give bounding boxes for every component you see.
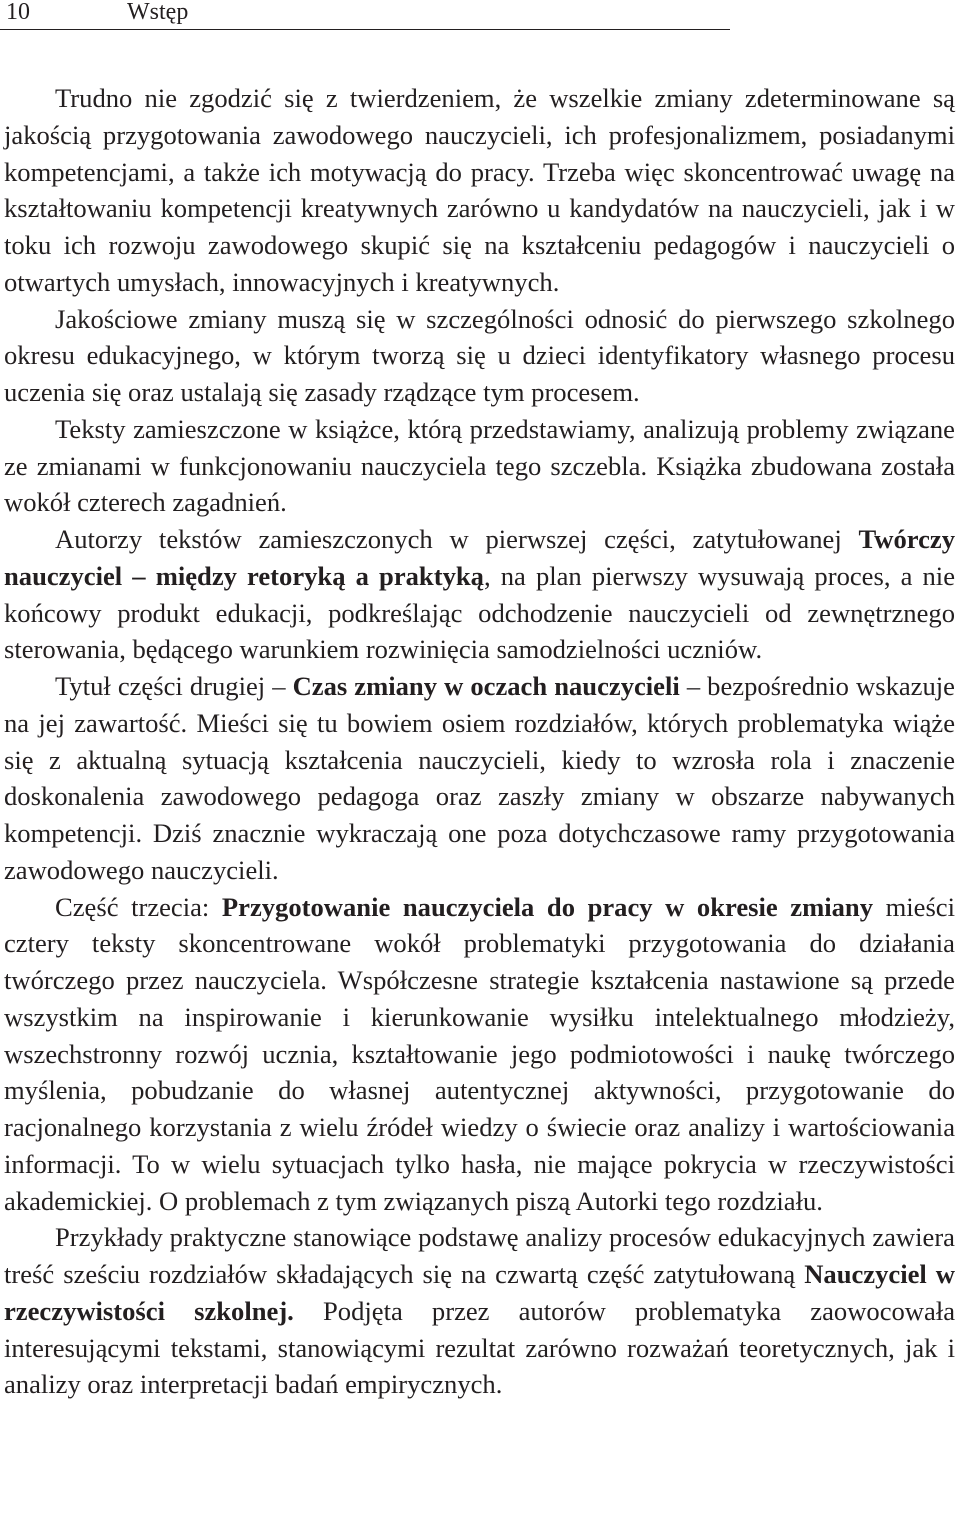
paragraph [4, 889, 955, 1220]
paragraph-text: Trudno nie zgodzić się z twierdzeniem, że wszelkie zmiany zdeterminowane są jakością przygotowania zawodowego nauczycieli, ich profesjonalizmem, posiadanymi kompetencjami, a także ich motywacją do pracy. Trzeba więc skoncentrować uwagę na kształtowaniu kompetencji kreatywnych zarówno u kandydatów na nauczycieli, jak i w toku ich rozwoju zawodowego skupić się na kształceniu pedagogów i nauczycieli o otwartych umysłach, innowacyjnych i kreatywnych. [4, 83, 955, 297]
paragraph [4, 521, 955, 668]
page-number: 10 [6, 0, 30, 25]
paragraph [4, 668, 955, 889]
paragraph-text: mieści cztery teksty skoncentrowane wokół problematyki przygotowania do działania twórczego przez nauczyciela. Współczesne strategie kształcenia nastawione są przede wszystkim na inspirowanie i kierunkowanie wysiłku intelektualnego młodzieży, wszechstronny rozwój ucznia, kształtowanie jego podmiotowości i naukę twórczego myślenia, pobudzanie do własnej autentycznej aktywności, przygotowanie do racjonalnego korzystania z wielu źródeł wiedzy o świecie oraz analizy i wartościowania informacji. To w wielu sytuacjach tylko hasła, nie mające pokrycia w rzeczywistości akademickiej. O problemach z tym związanych piszą Autorki tego rozdziału. [4, 891, 955, 1216]
paragraph [4, 411, 955, 521]
page-header [0, 0, 730, 30]
paragraph-text: Tytuł części drugiej – [55, 671, 293, 701]
paragraph-text: Teksty zamieszczone w książce, którą przedstawiamy, analizują problemy związane ze zmianami w funkcjonowaniu nauczyciela tego szczebla. Książka zbudowana została wokół czterech zagadnień. [4, 413, 955, 518]
paragraph [4, 301, 955, 411]
paragraph-text: Podjęta przez autorów problematyka zaowocowała interesującymi tekstami, stanowiącymi rezultat zarówno rozważań teoretycznych, jak i analizy oraz interpretacji badań empirycznych. [4, 1295, 956, 1400]
paragraph-text: , na plan pierwszy wysuwają proces, a nie końcowy produkt edukacji, podkreślając odchodzenie nauczycieli od zewnętrznego sterowania, będącego warunkiem rozwinięcia samodzielności uczniów. [4, 560, 956, 665]
paragraph-text: Jakościowe zmiany muszą się w szczególności odnosić do pierwszego szkolnego okresu edukacyjnego, w którym tworzą się u dzieci identyfikatory własnego procesu uczenia się oraz ustalają się zasady rządzące tym procesem. [4, 303, 955, 407]
paragraph [4, 1219, 955, 1403]
running-head: Wstęp [127, 0, 189, 25]
paragraph-text: – bezpośrednio wskazuje na jej zawartość. Mieści się tu bowiem osiem rozdziałów, których problematyka wiąże się z aktualną sytuacją kształcenia nauczycieli, kiedy to wzrosła rola i znaczenie doskonalenia zawodowego pedagoga oraz zaszły zmiany w obszarze nabywanych kompetencji. Dziś znacznie wykraczają one poza dotychczasowe ramy przygotowania zawodowego nauczycieli. [4, 671, 955, 885]
paragraph [4, 80, 955, 301]
section-title-bold: Nauczyciel w rzeczywistości szkolnej. [4, 1259, 955, 1326]
section-title-bold: Przygotowanie nauczyciela do pracy w okresie zmiany [221, 891, 873, 922]
section-title-bold: Twórczy nauczyciel – między retoryką a praktyką [4, 524, 955, 591]
section-title-bold: Czas zmiany w oczach nauczycieli [292, 671, 680, 701]
paragraph-text: Autorzy tekstów zamieszczonych w pierwszej części, zatytułowanej [55, 524, 859, 554]
paragraph-text: Przykłady praktyczne stanowiące podstawę analizy procesów edukacyjnych zawiera treść sześciu rozdziałów składających się na czwartą część zatytułowaną [4, 1222, 955, 1289]
body-text [4, 80, 955, 1403]
paragraph-text: Część trzecia: [55, 891, 222, 922]
